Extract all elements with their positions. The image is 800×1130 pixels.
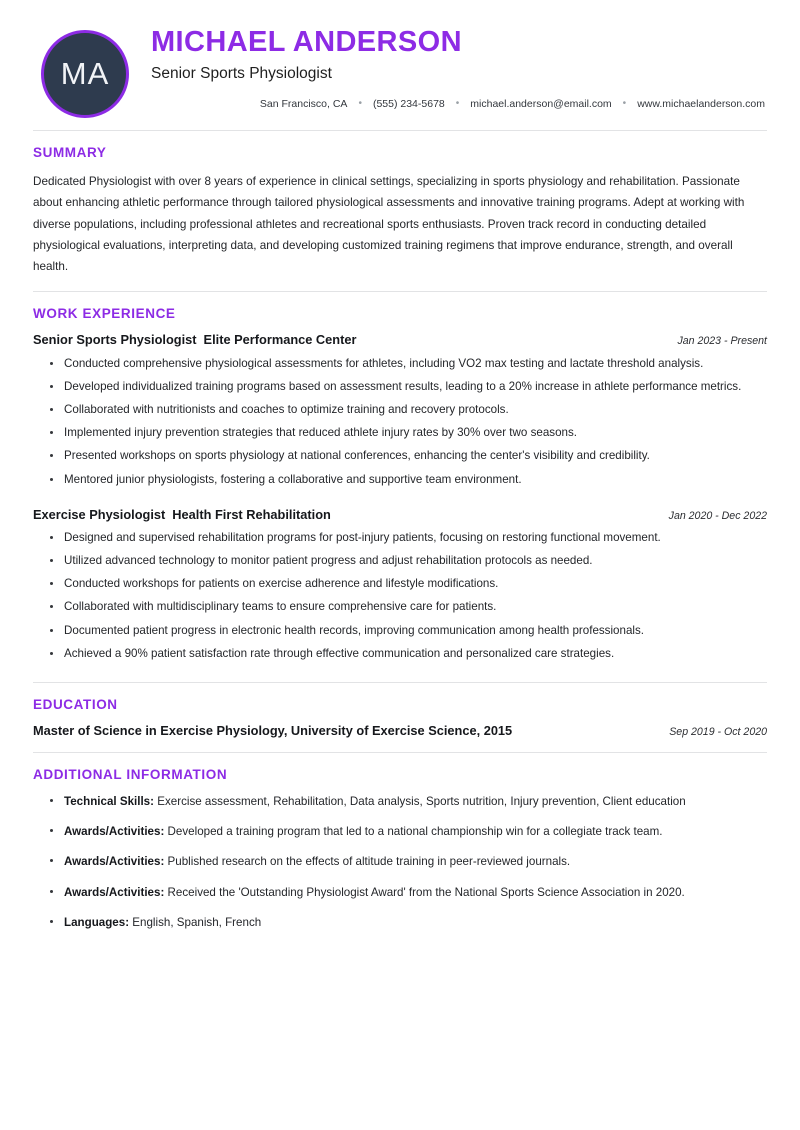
work-entry-heading [33, 507, 331, 524]
section-title-summary: SUMMARY [33, 145, 107, 160]
list-item: Designed and supervised rehabilitation programs for post-injury patients, focusing on restoring functional movement. [50, 529, 767, 547]
contact-separator-icon: • [358, 98, 362, 110]
contact-phone[interactable]: (555) 234-5678 [372, 97, 445, 110]
list-item [50, 793, 767, 810]
page-title: MICHAEL ANDERSON [151, 26, 462, 58]
work-entry-company: Health First Rehabilitation [172, 506, 331, 522]
list-item [50, 884, 767, 901]
info-value: Developed a training program that led to a national championship win for a collegiate track team. [167, 825, 663, 839]
contact-separator-icon: • [622, 98, 627, 110]
list-item: Developed individualized training programs based on assessment results, leading to a 20% increase in athlete performance metrics. [50, 378, 767, 396]
work-entry-date: Jan 2020 - Dec 2022 [668, 509, 767, 522]
list-item: Collaborated with nutritionists and coaches to optimize training and recovery protocols. [50, 401, 767, 419]
work-entry [33, 507, 767, 663]
contact-row [151, 98, 767, 110]
list-item [50, 823, 767, 840]
section-summary [33, 131, 767, 291]
work-entry-header [33, 332, 767, 349]
list-item: Documented patient progress in electronic health records, improving communication among health professionals. [50, 622, 767, 640]
work-entry-date: Jan 2023 - Present [677, 335, 767, 348]
section-work-experience [33, 292, 767, 681]
section-title-education: EDUCATION [33, 696, 118, 712]
entry-spacer [33, 494, 767, 507]
resume-header [33, 0, 767, 130]
contact-website[interactable]: www.michaelanderson.com [637, 97, 765, 110]
info-value: Published research on the effects of altitude training in peer-reviewed journals. [167, 855, 571, 869]
work-entry-heading [33, 332, 356, 349]
section-additional-information [33, 753, 767, 932]
summary-text: Dedicated Physiologist with over 8 years of experience in clinical settings, specializing in sports physiology and rehabilitation. Passionate about enhancing athletic performance through tailored physiological assessments and innovative training programs. Adept at working with diverse populations, including professional athletes and recreational sports enthusiasts. Proven track record in conducting detailed physiological evaluations, interpreting data, and developing customized training regimens that improve endurance, strength, and overall health. [33, 175, 745, 274]
list-item: Achieved a 90% patient satisfaction rate through effective communication and personalized care strategies. [50, 645, 767, 663]
work-entry-bullets [33, 355, 767, 488]
section-title-work-experience: WORK EXPERIENCE [33, 306, 176, 322]
info-label: Technical Skills: [64, 794, 154, 808]
header-job-title: Senior Sports Physiologist [151, 65, 332, 83]
avatar: MA [41, 30, 129, 118]
work-entry-role: Exercise Physiologist [33, 506, 166, 522]
work-entry-role: Senior Sports Physiologist [33, 332, 197, 348]
list-item [50, 853, 767, 870]
contact-location: San Francisco, CA [259, 97, 348, 110]
list-item: Utilized advanced technology to monitor patient progress and adjust rehabilitation protocols as needed. [50, 552, 767, 570]
section-education [33, 683, 767, 752]
additional-information-list [33, 793, 767, 932]
header-text-block [137, 22, 767, 110]
list-item [50, 914, 767, 931]
info-label: Awards/Activities: [64, 885, 165, 899]
info-label: Languages: [64, 916, 130, 930]
avatar-container [33, 22, 137, 118]
list-item: Implemented injury prevention strategies that reduced athlete injury rates by 30% over two seasons. [50, 424, 767, 442]
contact-email[interactable]: michael.anderson@email.com [470, 97, 612, 110]
list-item: Presented workshops on sports physiology at national conferences, enhancing the center's visibility and credibility. [50, 447, 767, 465]
work-entry-company: Elite Performance Center [203, 332, 357, 348]
education-entry [33, 723, 767, 738]
work-entry-bullets [33, 529, 767, 662]
section-title-additional-information: ADDITIONAL INFORMATION [33, 766, 228, 782]
list-item: Collaborated with multidisciplinary teams to ensure comprehensive care for patients. [50, 598, 767, 616]
list-item: Conducted workshops for patients on exercise adherence and lifestyle modifications. [50, 575, 767, 593]
education-degree: Master of Science in Exercise Physiology, University of Exercise Science, 2015 [33, 722, 513, 738]
info-value: English, Spanish, French [132, 916, 262, 930]
education-date: Sep 2019 - Oct 2020 [669, 725, 767, 738]
work-entry [33, 332, 767, 488]
work-entry-header [33, 507, 767, 524]
list-item: Conducted comprehensive physiological assessments for athletes, including VO2 max testing and lactate threshold analysis. [50, 355, 767, 373]
list-item: Mentored junior physiologists, fostering a collaborative and supportive team environment. [50, 471, 767, 489]
info-value: Received the 'Outstanding Physiologist Award' from the National Sports Science Association in 2020. [167, 885, 685, 899]
info-label: Awards/Activities: [64, 825, 165, 839]
info-value: Exercise assessment, Rehabilitation, Data analysis, Sports nutrition, Injury prevention, Client education [157, 794, 686, 808]
contact-separator-icon: • [455, 98, 460, 110]
info-label: Awards/Activities: [64, 855, 165, 869]
